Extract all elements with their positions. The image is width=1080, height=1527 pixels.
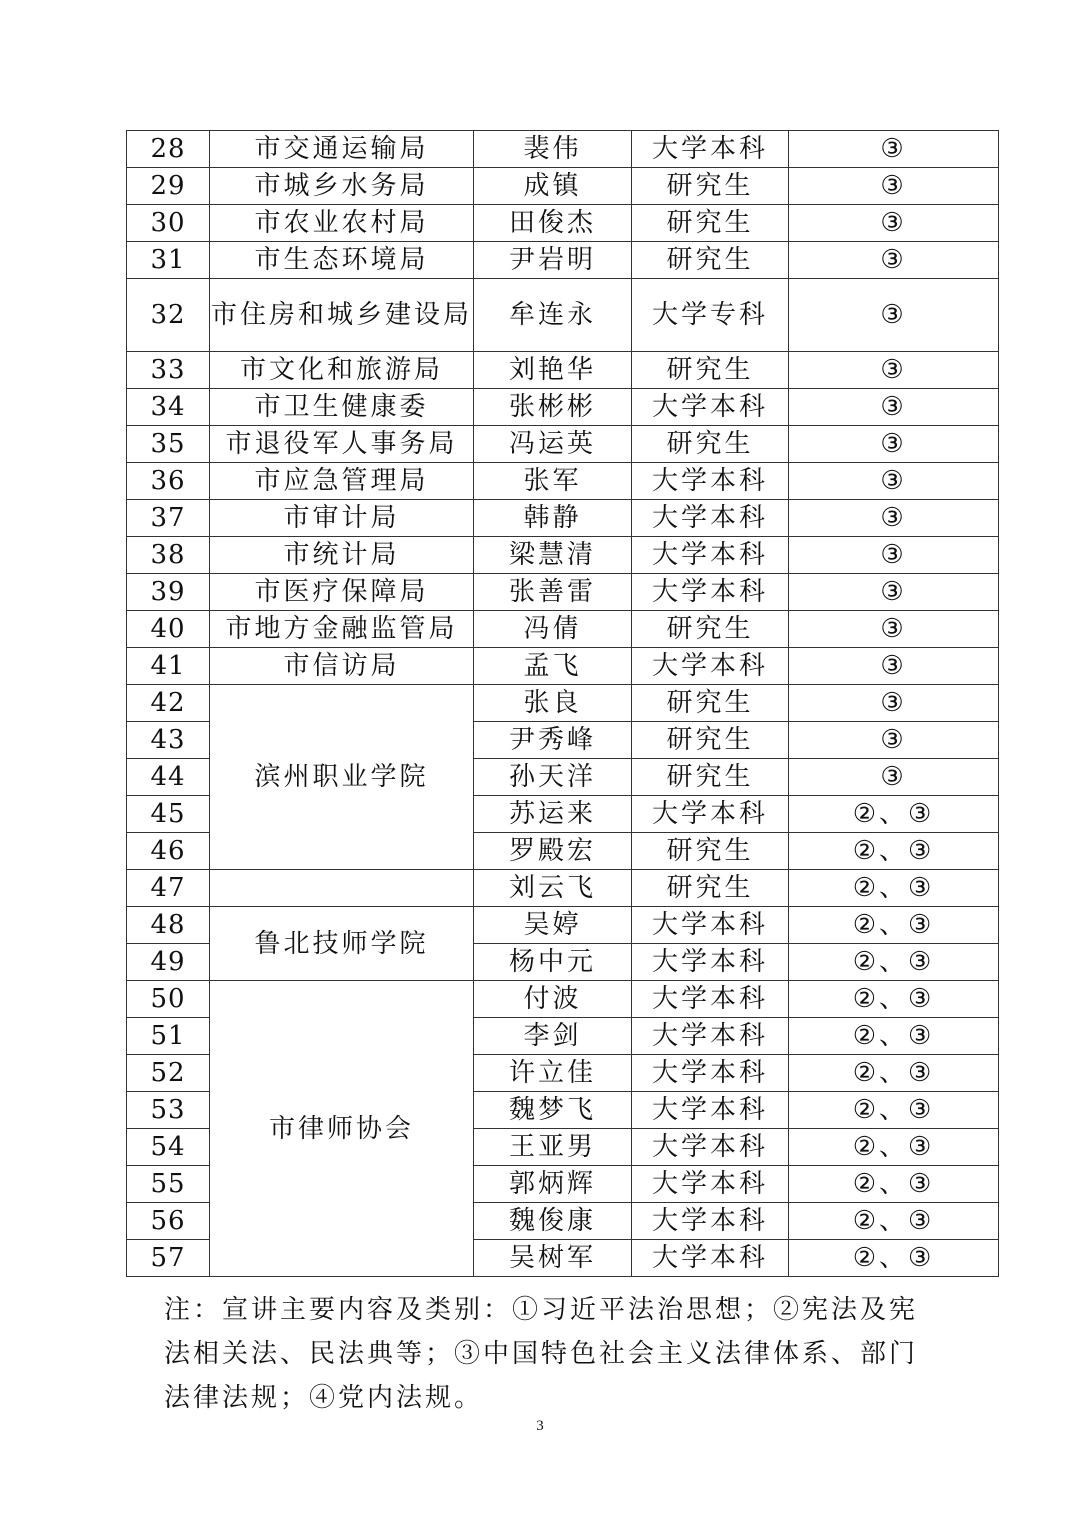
category-cell: ②、③ xyxy=(789,1166,999,1203)
education-cell: 大学本科 xyxy=(632,1203,789,1240)
table-row xyxy=(127,870,999,907)
table-row xyxy=(127,463,999,500)
category-cell: ③ xyxy=(789,168,999,205)
row-number-cell: 43 xyxy=(127,722,210,759)
education-cell: 大学本科 xyxy=(632,944,789,981)
category-cell: ③ xyxy=(789,352,999,389)
unit-cell: 市律师协会 xyxy=(210,981,474,1277)
education-cell: 研究生 xyxy=(632,759,789,796)
name-cell: 刘艳华 xyxy=(474,352,632,389)
education-cell: 大学专科 xyxy=(632,279,789,352)
name-cell: 孟飞 xyxy=(474,648,632,685)
table-row xyxy=(127,648,999,685)
row-number-cell: 38 xyxy=(127,537,210,574)
category-cell: ③ xyxy=(789,611,999,648)
category-cell: ②、③ xyxy=(789,796,999,833)
name-cell: 冯倩 xyxy=(474,611,632,648)
row-number-cell: 36 xyxy=(127,463,210,500)
table-row xyxy=(127,205,999,242)
category-cell: ③ xyxy=(789,500,999,537)
unit-cell: 滨州职业学院 xyxy=(210,685,474,870)
name-cell: 苏运来 xyxy=(474,796,632,833)
table-row xyxy=(127,981,999,1018)
education-cell: 研究生 xyxy=(632,168,789,205)
name-cell: 许立佳 xyxy=(474,1055,632,1092)
name-cell: 张善雷 xyxy=(474,574,632,611)
education-cell: 研究生 xyxy=(632,426,789,463)
table-row xyxy=(127,537,999,574)
table-row xyxy=(127,685,999,722)
name-cell: 田俊杰 xyxy=(474,205,632,242)
row-number-cell: 28 xyxy=(127,131,210,168)
unit-cell: 市信访局 xyxy=(210,648,474,685)
name-cell: 张军 xyxy=(474,463,632,500)
table-row xyxy=(127,907,999,944)
row-number-cell: 47 xyxy=(127,870,210,907)
category-cell: ②、③ xyxy=(789,1018,999,1055)
name-cell: 梁慧清 xyxy=(474,537,632,574)
unit-cell: 市医疗保障局 xyxy=(210,574,474,611)
name-cell: 张良 xyxy=(474,685,632,722)
category-cell: ②、③ xyxy=(789,1240,999,1277)
table-row xyxy=(127,131,999,168)
row-number-cell: 46 xyxy=(127,833,210,870)
lecturer-table xyxy=(126,130,999,1277)
education-cell: 大学本科 xyxy=(632,537,789,574)
category-cell: ②、③ xyxy=(789,944,999,981)
education-cell: 研究生 xyxy=(632,870,789,907)
category-cell: ③ xyxy=(789,279,999,352)
category-cell: ③ xyxy=(789,685,999,722)
name-cell: 冯运英 xyxy=(474,426,632,463)
row-number-cell: 51 xyxy=(127,1018,210,1055)
category-cell: ②、③ xyxy=(789,981,999,1018)
row-number-cell: 29 xyxy=(127,168,210,205)
page-number: 3 xyxy=(536,1418,544,1434)
education-cell: 大学本科 xyxy=(632,1018,789,1055)
education-cell: 大学本科 xyxy=(632,907,789,944)
name-cell: 韩静 xyxy=(474,500,632,537)
row-number-cell: 32 xyxy=(127,279,210,352)
education-cell: 大学本科 xyxy=(632,1240,789,1277)
name-cell: 张彬彬 xyxy=(474,389,632,426)
name-cell: 魏梦飞 xyxy=(474,1092,632,1129)
row-number-cell: 40 xyxy=(127,611,210,648)
category-cell: ②、③ xyxy=(789,870,999,907)
education-cell: 大学本科 xyxy=(632,981,789,1018)
name-cell: 牟连永 xyxy=(474,279,632,352)
education-cell: 研究生 xyxy=(632,685,789,722)
unit-cell: 市城乡水务局 xyxy=(210,168,474,205)
unit-cell: 市文化和旅游局 xyxy=(210,352,474,389)
row-number-cell: 44 xyxy=(127,759,210,796)
row-number-cell: 45 xyxy=(127,796,210,833)
row-number-cell: 50 xyxy=(127,981,210,1018)
education-cell: 大学本科 xyxy=(632,1129,789,1166)
category-cell: ②、③ xyxy=(789,1203,999,1240)
unit-cell: 市生态环境局 xyxy=(210,242,474,279)
category-cell: ③ xyxy=(789,205,999,242)
table-row xyxy=(127,352,999,389)
education-cell: 大学本科 xyxy=(632,1166,789,1203)
table-row xyxy=(127,500,999,537)
unit-cell: 市审计局 xyxy=(210,500,474,537)
row-number-cell: 42 xyxy=(127,685,210,722)
category-cell: ③ xyxy=(789,463,999,500)
education-cell: 研究生 xyxy=(632,833,789,870)
row-number-cell: 49 xyxy=(127,944,210,981)
category-cell: ③ xyxy=(789,722,999,759)
table-row xyxy=(127,279,999,352)
name-cell: 吴婷 xyxy=(474,907,632,944)
category-cell: ③ xyxy=(789,759,999,796)
unit-cell: 鲁北技师学院 xyxy=(210,907,474,981)
row-number-cell: 34 xyxy=(127,389,210,426)
row-number-cell: 41 xyxy=(127,648,210,685)
name-cell: 尹秀峰 xyxy=(474,722,632,759)
name-cell: 吴树军 xyxy=(474,1240,632,1277)
unit-cell: 市交通运输局 xyxy=(210,131,474,168)
name-cell: 付波 xyxy=(474,981,632,1018)
row-number-cell: 53 xyxy=(127,1092,210,1129)
row-number-cell: 57 xyxy=(127,1240,210,1277)
name-cell: 孙天洋 xyxy=(474,759,632,796)
education-cell: 研究生 xyxy=(632,242,789,279)
education-cell: 大学本科 xyxy=(632,796,789,833)
name-cell: 罗殿宏 xyxy=(474,833,632,870)
unit-cell: 市卫生健康委 xyxy=(210,389,474,426)
education-cell: 研究生 xyxy=(632,611,789,648)
education-cell: 大学本科 xyxy=(632,500,789,537)
education-cell: 研究生 xyxy=(632,352,789,389)
table-row xyxy=(127,242,999,279)
education-cell: 大学本科 xyxy=(632,1055,789,1092)
row-number-cell: 37 xyxy=(127,500,210,537)
row-number-cell: 39 xyxy=(127,574,210,611)
unit-cell: 市农业农村局 xyxy=(210,205,474,242)
education-cell: 大学本科 xyxy=(632,131,789,168)
name-cell: 郭炳辉 xyxy=(474,1166,632,1203)
row-number-cell: 48 xyxy=(127,907,210,944)
table-row xyxy=(127,168,999,205)
name-cell: 尹岩明 xyxy=(474,242,632,279)
education-cell: 大学本科 xyxy=(632,574,789,611)
category-cell: ②、③ xyxy=(789,1092,999,1129)
table-row xyxy=(127,426,999,463)
name-cell: 裴伟 xyxy=(474,131,632,168)
unit-cell: 市应急管理局 xyxy=(210,463,474,500)
education-cell: 大学本科 xyxy=(632,389,789,426)
category-cell: ③ xyxy=(789,242,999,279)
unit-cell: 市住房和城乡建设局 xyxy=(210,279,474,352)
name-cell: 李剑 xyxy=(474,1018,632,1055)
table-body xyxy=(127,131,999,1277)
row-number-cell: 54 xyxy=(127,1129,210,1166)
education-cell: 大学本科 xyxy=(632,463,789,500)
table-row xyxy=(127,574,999,611)
category-cell: ②、③ xyxy=(789,1129,999,1166)
category-cell: ③ xyxy=(789,537,999,574)
table-row xyxy=(127,611,999,648)
category-cell: ②、③ xyxy=(789,907,999,944)
education-cell: 研究生 xyxy=(632,205,789,242)
row-number-cell: 52 xyxy=(127,1055,210,1092)
name-cell: 杨中元 xyxy=(474,944,632,981)
name-cell: 成镇 xyxy=(474,168,632,205)
row-number-cell: 30 xyxy=(127,205,210,242)
education-cell: 研究生 xyxy=(632,722,789,759)
row-number-cell: 35 xyxy=(127,426,210,463)
name-cell: 刘云飞 xyxy=(474,870,632,907)
category-cell: ③ xyxy=(789,389,999,426)
category-cell: ②、③ xyxy=(789,1055,999,1092)
row-number-cell: 31 xyxy=(127,242,210,279)
unit-cell: 市地方金融监管局 xyxy=(210,611,474,648)
row-number-cell: 33 xyxy=(127,352,210,389)
name-cell: 魏俊康 xyxy=(474,1203,632,1240)
education-cell: 大学本科 xyxy=(632,1092,789,1129)
unit-cell: 市退役军人事务局 xyxy=(210,426,474,463)
table-row xyxy=(127,389,999,426)
category-cell: ③ xyxy=(789,131,999,168)
row-number-cell: 56 xyxy=(127,1203,210,1240)
table-footnote: 注：宣讲主要内容及类别：①习近平法治思想；②宪法及宪法相关法、民法典等；③中国特色社会主义法律体系、部门法律法规；④党内法规。 xyxy=(164,1295,919,1413)
unit-cell xyxy=(210,870,474,907)
row-number-cell: 55 xyxy=(127,1166,210,1203)
name-cell: 王亚男 xyxy=(474,1129,632,1166)
education-cell: 大学本科 xyxy=(632,648,789,685)
category-cell: ③ xyxy=(789,426,999,463)
category-cell: ③ xyxy=(789,574,999,611)
unit-cell: 市统计局 xyxy=(210,537,474,574)
category-cell: ③ xyxy=(789,648,999,685)
category-cell: ②、③ xyxy=(789,833,999,870)
